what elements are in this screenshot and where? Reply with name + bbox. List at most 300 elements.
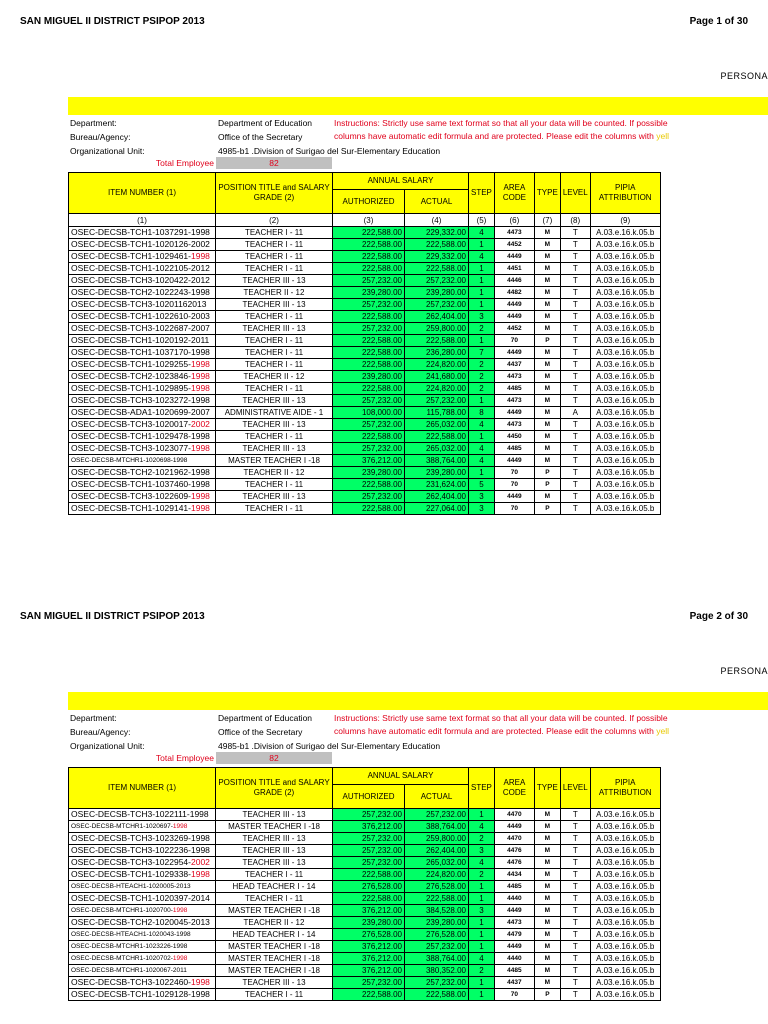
item-number-cell bbox=[69, 251, 216, 263]
meta-block bbox=[68, 712, 768, 767]
table-row bbox=[69, 275, 661, 287]
type-cell: M bbox=[534, 941, 560, 953]
pipia-cell: A.03.e.16.k.05.b bbox=[590, 395, 660, 407]
position-cell: TEACHER III - 13 bbox=[216, 395, 333, 407]
psipop-table bbox=[68, 767, 661, 1001]
level-cell: T bbox=[560, 503, 590, 515]
unit-value: 4985-b1 .Division of Surigao del Sur-Elementary Education bbox=[218, 146, 441, 156]
table-row bbox=[69, 953, 661, 965]
actual-salary-cell: 222,588.00 bbox=[405, 335, 469, 347]
level-cell: T bbox=[560, 323, 590, 335]
item-year-flag: 1998 bbox=[190, 491, 210, 501]
district-title: SAN MIGUEL II DISTRICT PSIPOP 2013 bbox=[20, 611, 205, 622]
area-code-cell: 4476 bbox=[494, 845, 534, 857]
table-row bbox=[69, 809, 661, 821]
pipia-cell: A.03.e.16.k.05.b bbox=[590, 977, 660, 989]
pipia-cell: A.03.e.16.k.05.b bbox=[590, 929, 660, 941]
item-number-cell bbox=[69, 941, 216, 953]
actual-salary-cell: 276,528.00 bbox=[405, 929, 469, 941]
area-code-cell: 4470 bbox=[494, 809, 534, 821]
actual-salary-cell: 239,280.00 bbox=[405, 467, 469, 479]
type-cell: M bbox=[534, 323, 560, 335]
instructions-highlight: yell bbox=[656, 131, 669, 141]
actual-salary-cell: 115,788.00 bbox=[405, 407, 469, 419]
item-number-text: OSEC-DECSB-MTCHR1-1020700- bbox=[71, 907, 173, 914]
authorized-salary-cell: 222,588.00 bbox=[333, 263, 405, 275]
authorized-salary-cell: 222,588.00 bbox=[333, 347, 405, 359]
item-number-text: OSEC-DECSB-TCH3-1020017- bbox=[71, 419, 191, 429]
step-cell: 1 bbox=[469, 809, 495, 821]
item-number-cell bbox=[69, 455, 216, 467]
item-number-text: OSEC-DECSB-MTCHR1-1020698-1998 bbox=[71, 457, 188, 464]
item-number-text: OSEC-DECSB-TCH3-1020422-2012 bbox=[71, 275, 210, 285]
pipia-cell: A.03.e.16.k.05.b bbox=[590, 443, 660, 455]
step-cell: 2 bbox=[469, 371, 495, 383]
position-cell: TEACHER III - 13 bbox=[216, 323, 333, 335]
level-cell: T bbox=[560, 347, 590, 359]
level-cell: T bbox=[560, 833, 590, 845]
position-cell: TEACHER I - 11 bbox=[216, 383, 333, 395]
actual-salary-cell: 262,404.00 bbox=[405, 311, 469, 323]
type-cell: M bbox=[534, 857, 560, 869]
item-number-cell bbox=[69, 989, 216, 1001]
level-cell: T bbox=[560, 845, 590, 857]
area-code-cell: 4449 bbox=[494, 491, 534, 503]
authorized-salary-cell: 222,588.00 bbox=[333, 239, 405, 251]
pipia-cell: A.03.e.16.k.05.b bbox=[590, 347, 660, 359]
item-number-cell bbox=[69, 431, 216, 443]
table-row bbox=[69, 263, 661, 275]
table-row bbox=[69, 431, 661, 443]
step-cell: 1 bbox=[469, 989, 495, 1001]
col-num: (4) bbox=[405, 214, 469, 227]
item-number-text: OSEC-DECSB-MTCHR1-1020697- bbox=[71, 823, 173, 830]
position-cell: TEACHER I - 11 bbox=[216, 311, 333, 323]
authorized-salary-cell: 222,588.00 bbox=[333, 431, 405, 443]
table-row bbox=[69, 371, 661, 383]
authorized-salary-cell: 239,280.00 bbox=[333, 917, 405, 929]
position-cell: TEACHER I - 11 bbox=[216, 989, 333, 1001]
type-cell: M bbox=[534, 311, 560, 323]
col-step: STEP bbox=[469, 173, 495, 214]
unit-label: Organizational Unit: bbox=[70, 741, 145, 751]
instructions-line-2 bbox=[334, 130, 669, 143]
type-cell: M bbox=[534, 275, 560, 287]
level-cell: T bbox=[560, 335, 590, 347]
pipia-cell: A.03.e.16.k.05.b bbox=[590, 335, 660, 347]
actual-salary-cell: 257,232.00 bbox=[405, 977, 469, 989]
type-cell: P bbox=[534, 467, 560, 479]
department-value: Department of Education bbox=[218, 713, 313, 723]
item-number-cell bbox=[69, 371, 216, 383]
item-number-cell bbox=[69, 503, 216, 515]
pipia-cell: A.03.e.16.k.05.b bbox=[590, 311, 660, 323]
item-number-text: OSEC-DECSB-TCH1-1037291-1998 bbox=[71, 227, 210, 237]
authorized-salary-cell: 257,232.00 bbox=[333, 857, 405, 869]
table-row bbox=[69, 359, 661, 371]
position-cell: TEACHER III - 13 bbox=[216, 977, 333, 989]
area-code-cell: 4452 bbox=[494, 239, 534, 251]
meta-block bbox=[68, 117, 768, 172]
page-header bbox=[20, 16, 748, 27]
authorized-salary-cell: 257,232.00 bbox=[333, 809, 405, 821]
actual-salary-cell: 239,280.00 bbox=[405, 287, 469, 299]
item-number-cell bbox=[69, 929, 216, 941]
position-cell: TEACHER I - 11 bbox=[216, 227, 333, 239]
type-cell: M bbox=[534, 431, 560, 443]
instructions bbox=[334, 117, 669, 143]
type-cell: M bbox=[534, 845, 560, 857]
step-cell: 1 bbox=[469, 881, 495, 893]
level-cell: T bbox=[560, 443, 590, 455]
col-pipia: PIPIA ATTRIBUTION bbox=[590, 173, 660, 214]
col-position-title: POSITION TITLE and SALARY GRADE (2) bbox=[216, 768, 333, 809]
pipia-cell: A.03.e.16.k.05.b bbox=[590, 359, 660, 371]
position-cell: HEAD TEACHER I - 14 bbox=[216, 929, 333, 941]
table-row bbox=[69, 239, 661, 251]
pipia-cell: A.03.e.16.k.05.b bbox=[590, 467, 660, 479]
position-cell: TEACHER I - 11 bbox=[216, 503, 333, 515]
step-cell: 1 bbox=[469, 263, 495, 275]
item-number-cell bbox=[69, 227, 216, 239]
table-row bbox=[69, 881, 661, 893]
item-number-text: OSEC-DECSB-TCH2-1020045-2013 bbox=[71, 917, 210, 927]
item-year-flag: 1998 bbox=[190, 383, 210, 393]
actual-salary-cell: 388,764.00 bbox=[405, 821, 469, 833]
table-row bbox=[69, 917, 661, 929]
type-cell: M bbox=[534, 965, 560, 977]
step-cell: 1 bbox=[469, 239, 495, 251]
authorized-salary-cell: 376,212.00 bbox=[333, 953, 405, 965]
position-cell: TEACHER I - 11 bbox=[216, 251, 333, 263]
actual-salary-cell: 259,800.00 bbox=[405, 833, 469, 845]
step-cell: 4 bbox=[469, 419, 495, 431]
level-cell: T bbox=[560, 929, 590, 941]
step-cell: 1 bbox=[469, 431, 495, 443]
level-cell: T bbox=[560, 251, 590, 263]
pipia-cell: A.03.e.16.k.05.b bbox=[590, 419, 660, 431]
type-cell: M bbox=[534, 809, 560, 821]
pipia-cell: A.03.e.16.k.05.b bbox=[590, 263, 660, 275]
instructions-line-2a: columns have automatic edit formula and are protected. Please edit the columns with bbox=[334, 726, 657, 736]
area-code-cell: 4473 bbox=[494, 395, 534, 407]
table-row bbox=[69, 323, 661, 335]
position-cell: TEACHER I - 11 bbox=[216, 263, 333, 275]
position-cell: TEACHER I - 11 bbox=[216, 335, 333, 347]
item-number-text: OSEC-DECSB-ADA1-1020699-2007 bbox=[71, 407, 210, 417]
area-code-cell: 4482 bbox=[494, 287, 534, 299]
item-year-flag: 1998 bbox=[172, 907, 188, 914]
authorized-salary-cell: 239,280.00 bbox=[333, 287, 405, 299]
pipia-cell: A.03.e.16.k.05.b bbox=[590, 821, 660, 833]
item-number-cell bbox=[69, 857, 216, 869]
table-row bbox=[69, 857, 661, 869]
item-number-cell bbox=[69, 881, 216, 893]
step-cell: 2 bbox=[469, 965, 495, 977]
actual-salary-cell: 224,820.00 bbox=[405, 383, 469, 395]
pipia-cell: A.03.e.16.k.05.b bbox=[590, 881, 660, 893]
level-cell: T bbox=[560, 857, 590, 869]
persona-label: PERSONA bbox=[720, 666, 768, 676]
col-area-code: AREA CODE bbox=[494, 768, 534, 809]
table-row bbox=[69, 467, 661, 479]
type-cell: M bbox=[534, 383, 560, 395]
total-employee bbox=[68, 157, 332, 169]
col-type: TYPE bbox=[534, 173, 560, 214]
authorized-salary-cell: 222,588.00 bbox=[333, 359, 405, 371]
item-number-text: OSEC-DECSB-TCH1-1029255- bbox=[71, 359, 191, 369]
type-cell: M bbox=[534, 443, 560, 455]
item-year-flag: 1998 bbox=[190, 869, 210, 879]
area-code-cell: 4449 bbox=[494, 299, 534, 311]
level-cell: T bbox=[560, 989, 590, 1001]
position-cell: TEACHER I - 11 bbox=[216, 893, 333, 905]
level-cell: T bbox=[560, 869, 590, 881]
actual-salary-cell: 276,528.00 bbox=[405, 881, 469, 893]
instructions-line-2a: columns have automatic edit formula and are protected. Please edit the columns with bbox=[334, 131, 657, 141]
item-number-text: OSEC-DECSB-TCH1-1020397-2014 bbox=[71, 893, 210, 903]
level-cell: T bbox=[560, 905, 590, 917]
district-title: SAN MIGUEL II DISTRICT PSIPOP 2013 bbox=[20, 16, 205, 27]
instructions-line-1: Instructions: Strictly use same text format so that all your data will be counted. If possible bbox=[334, 118, 668, 128]
table-row bbox=[69, 905, 661, 917]
item-number-text: OSEC-DECSB-TCH1-1029141- bbox=[71, 503, 191, 513]
col-item-number: ITEM NUMBER (1) bbox=[69, 173, 216, 214]
col-num: (3) bbox=[333, 214, 405, 227]
level-cell: T bbox=[560, 299, 590, 311]
actual-salary-cell: 257,232.00 bbox=[405, 941, 469, 953]
type-cell: M bbox=[534, 227, 560, 239]
step-cell: 1 bbox=[469, 395, 495, 407]
table-row bbox=[69, 443, 661, 455]
department-label: Department: bbox=[70, 118, 117, 128]
pipia-cell: A.03.e.16.k.05.b bbox=[590, 431, 660, 443]
item-year-flag: 1998 bbox=[172, 823, 188, 830]
actual-salary-cell: 222,588.00 bbox=[405, 431, 469, 443]
area-code-cell: 4473 bbox=[494, 419, 534, 431]
level-cell: T bbox=[560, 263, 590, 275]
type-cell: M bbox=[534, 953, 560, 965]
level-cell: T bbox=[560, 809, 590, 821]
actual-salary-cell: 257,232.00 bbox=[405, 395, 469, 407]
position-cell: TEACHER I - 11 bbox=[216, 431, 333, 443]
item-number-cell bbox=[69, 287, 216, 299]
item-number-cell bbox=[69, 299, 216, 311]
level-cell: T bbox=[560, 395, 590, 407]
psipop-table bbox=[68, 172, 661, 515]
step-cell: 1 bbox=[469, 929, 495, 941]
pipia-cell: A.03.e.16.k.05.b bbox=[590, 893, 660, 905]
level-cell: T bbox=[560, 977, 590, 989]
actual-salary-cell: 257,232.00 bbox=[405, 299, 469, 311]
item-number-text: OSEC-DECSB-TCH3-1023272-1998 bbox=[71, 395, 210, 405]
table-row bbox=[69, 419, 661, 431]
item-number-cell bbox=[69, 335, 216, 347]
psipop-page-2 bbox=[0, 595, 768, 1024]
item-number-cell bbox=[69, 917, 216, 929]
pipia-cell: A.03.e.16.k.05.b bbox=[590, 383, 660, 395]
table-row bbox=[69, 383, 661, 395]
step-cell: 1 bbox=[469, 287, 495, 299]
area-code-cell: 4437 bbox=[494, 359, 534, 371]
col-item-number: ITEM NUMBER (1) bbox=[69, 768, 216, 809]
step-cell: 2 bbox=[469, 833, 495, 845]
level-cell: T bbox=[560, 893, 590, 905]
authorized-salary-cell: 257,232.00 bbox=[333, 443, 405, 455]
item-number-text: OSEC-DECSB-TCH3-10201162013 bbox=[71, 299, 207, 309]
type-cell: M bbox=[534, 491, 560, 503]
pipia-cell: A.03.e.16.k.05.b bbox=[590, 299, 660, 311]
item-number-cell bbox=[69, 323, 216, 335]
position-cell: TEACHER I - 11 bbox=[216, 869, 333, 881]
actual-salary-cell: 262,404.00 bbox=[405, 491, 469, 503]
table-row bbox=[69, 845, 661, 857]
table-row bbox=[69, 407, 661, 419]
total-employee-label: Total Employee bbox=[155, 158, 214, 168]
col-num: (5) bbox=[469, 214, 495, 227]
item-number-text: OSEC-DECSB-TCH1-1037460-1998 bbox=[71, 479, 210, 489]
pipia-cell: A.03.e.16.k.05.b bbox=[590, 917, 660, 929]
item-number-text: OSEC-DECSB-TCH2-1022243-1998 bbox=[71, 287, 210, 297]
type-cell: M bbox=[534, 287, 560, 299]
instructions-highlight: yell bbox=[656, 726, 669, 736]
area-code-cell: 4446 bbox=[494, 275, 534, 287]
bureau-label: Bureau/Agency: bbox=[70, 727, 131, 737]
col-num: (8) bbox=[560, 214, 590, 227]
type-cell: M bbox=[534, 347, 560, 359]
department-value: Department of Education bbox=[218, 118, 313, 128]
unit-label: Organizational Unit: bbox=[70, 146, 145, 156]
level-cell: T bbox=[560, 311, 590, 323]
authorized-salary-cell: 108,000.00 bbox=[333, 407, 405, 419]
col-num: (2) bbox=[216, 214, 333, 227]
area-code-cell: 4473 bbox=[494, 371, 534, 383]
position-cell: TEACHER III - 13 bbox=[216, 809, 333, 821]
actual-salary-cell: 231,624.00 bbox=[405, 479, 469, 491]
authorized-salary-cell: 257,232.00 bbox=[333, 977, 405, 989]
total-employee bbox=[68, 752, 332, 764]
item-number-cell bbox=[69, 443, 216, 455]
position-cell: TEACHER III - 13 bbox=[216, 275, 333, 287]
item-number-cell bbox=[69, 359, 216, 371]
area-code-cell: 4479 bbox=[494, 929, 534, 941]
area-code-cell: 4485 bbox=[494, 881, 534, 893]
table-row bbox=[69, 335, 661, 347]
area-code-cell: 4476 bbox=[494, 857, 534, 869]
position-cell: MASTER TEACHER I -18 bbox=[216, 821, 333, 833]
item-number-text: OSEC-DECSB-TCH3-1022954- bbox=[71, 857, 191, 867]
col-num: (1) bbox=[69, 214, 216, 227]
item-number-text: OSEC-DECSB-MTCHR1-1023226-1998 bbox=[71, 943, 188, 950]
item-number-cell bbox=[69, 953, 216, 965]
pipia-cell: A.03.e.16.k.05.b bbox=[590, 809, 660, 821]
position-cell: TEACHER II - 12 bbox=[216, 917, 333, 929]
type-cell: M bbox=[534, 407, 560, 419]
authorized-salary-cell: 276,528.00 bbox=[333, 929, 405, 941]
bureau-value: Office of the Secretary bbox=[218, 132, 303, 142]
authorized-salary-cell: 222,588.00 bbox=[333, 227, 405, 239]
item-number-text: OSEC-DECSB-TCH1-1022610-2003 bbox=[71, 311, 210, 321]
step-cell: 1 bbox=[469, 467, 495, 479]
position-cell: TEACHER II - 12 bbox=[216, 287, 333, 299]
position-cell: TEACHER III - 13 bbox=[216, 845, 333, 857]
table-row bbox=[69, 503, 661, 515]
authorized-salary-cell: 376,212.00 bbox=[333, 965, 405, 977]
actual-salary-cell: 227,064.00 bbox=[405, 503, 469, 515]
table-row bbox=[69, 893, 661, 905]
area-code-cell: 4449 bbox=[494, 941, 534, 953]
level-cell: T bbox=[560, 275, 590, 287]
item-number-cell bbox=[69, 347, 216, 359]
department-label: Department: bbox=[70, 713, 117, 723]
type-cell: M bbox=[534, 299, 560, 311]
item-number-cell bbox=[69, 869, 216, 881]
item-number-cell bbox=[69, 419, 216, 431]
pipia-cell: A.03.e.16.k.05.b bbox=[590, 275, 660, 287]
area-code-cell: 4449 bbox=[494, 251, 534, 263]
authorized-salary-cell: 222,588.00 bbox=[333, 311, 405, 323]
step-cell: 3 bbox=[469, 905, 495, 917]
yellow-banner bbox=[68, 692, 768, 710]
col-annual-salary: ANNUAL SALARY bbox=[333, 768, 469, 785]
item-number-text: OSEC-DECSB-TCH1-1020192-2011 bbox=[71, 335, 210, 345]
persona-label: PERSONA bbox=[720, 71, 768, 81]
pipia-cell: A.03.e.16.k.05.b bbox=[590, 407, 660, 419]
pipia-cell: A.03.e.16.k.05.b bbox=[590, 479, 660, 491]
item-number-text: OSEC-DECSB-TCH1-1029478-1998 bbox=[71, 431, 210, 441]
item-number-cell bbox=[69, 809, 216, 821]
step-cell: 3 bbox=[469, 845, 495, 857]
actual-salary-cell: 265,032.00 bbox=[405, 443, 469, 455]
actual-salary-cell: 257,232.00 bbox=[405, 809, 469, 821]
level-cell: T bbox=[560, 881, 590, 893]
item-number-cell bbox=[69, 383, 216, 395]
step-cell: 4 bbox=[469, 857, 495, 869]
position-cell: MASTER TEACHER I -18 bbox=[216, 455, 333, 467]
table-row bbox=[69, 287, 661, 299]
pipia-cell: A.03.e.16.k.05.b bbox=[590, 323, 660, 335]
item-year-flag: 2002 bbox=[190, 857, 210, 867]
item-number-cell bbox=[69, 479, 216, 491]
actual-salary-cell: 259,800.00 bbox=[405, 323, 469, 335]
col-num: (9) bbox=[590, 214, 660, 227]
item-number-text: OSEC-DECSB-TCH2-1023846- bbox=[71, 371, 191, 381]
actual-salary-cell: 265,032.00 bbox=[405, 857, 469, 869]
authorized-salary-cell: 276,528.00 bbox=[333, 881, 405, 893]
level-cell: A bbox=[560, 407, 590, 419]
position-cell: TEACHER III - 13 bbox=[216, 857, 333, 869]
area-code-cell: 4440 bbox=[494, 953, 534, 965]
item-number-cell bbox=[69, 395, 216, 407]
col-position-title: POSITION TITLE and SALARY GRADE (2) bbox=[216, 173, 333, 214]
item-number-text: OSEC-DECSB-TCH3-1022460- bbox=[71, 977, 191, 987]
area-code-cell: 70 bbox=[494, 503, 534, 515]
level-cell: T bbox=[560, 953, 590, 965]
item-year-flag: 1998 bbox=[190, 503, 210, 513]
area-code-cell: 70 bbox=[494, 989, 534, 1001]
total-employee-value: 82 bbox=[216, 157, 332, 169]
table-row bbox=[69, 869, 661, 881]
level-cell: T bbox=[560, 965, 590, 977]
actual-salary-cell: 222,588.00 bbox=[405, 239, 469, 251]
actual-salary-cell: 388,764.00 bbox=[405, 953, 469, 965]
position-cell: TEACHER III - 13 bbox=[216, 491, 333, 503]
authorized-salary-cell: 222,588.00 bbox=[333, 503, 405, 515]
position-cell: TEACHER III - 13 bbox=[216, 299, 333, 311]
instructions-line-1: Instructions: Strictly use same text format so that all your data will be counted. If possible bbox=[334, 713, 668, 723]
table-row bbox=[69, 491, 661, 503]
col-actual: ACTUAL bbox=[405, 190, 469, 214]
